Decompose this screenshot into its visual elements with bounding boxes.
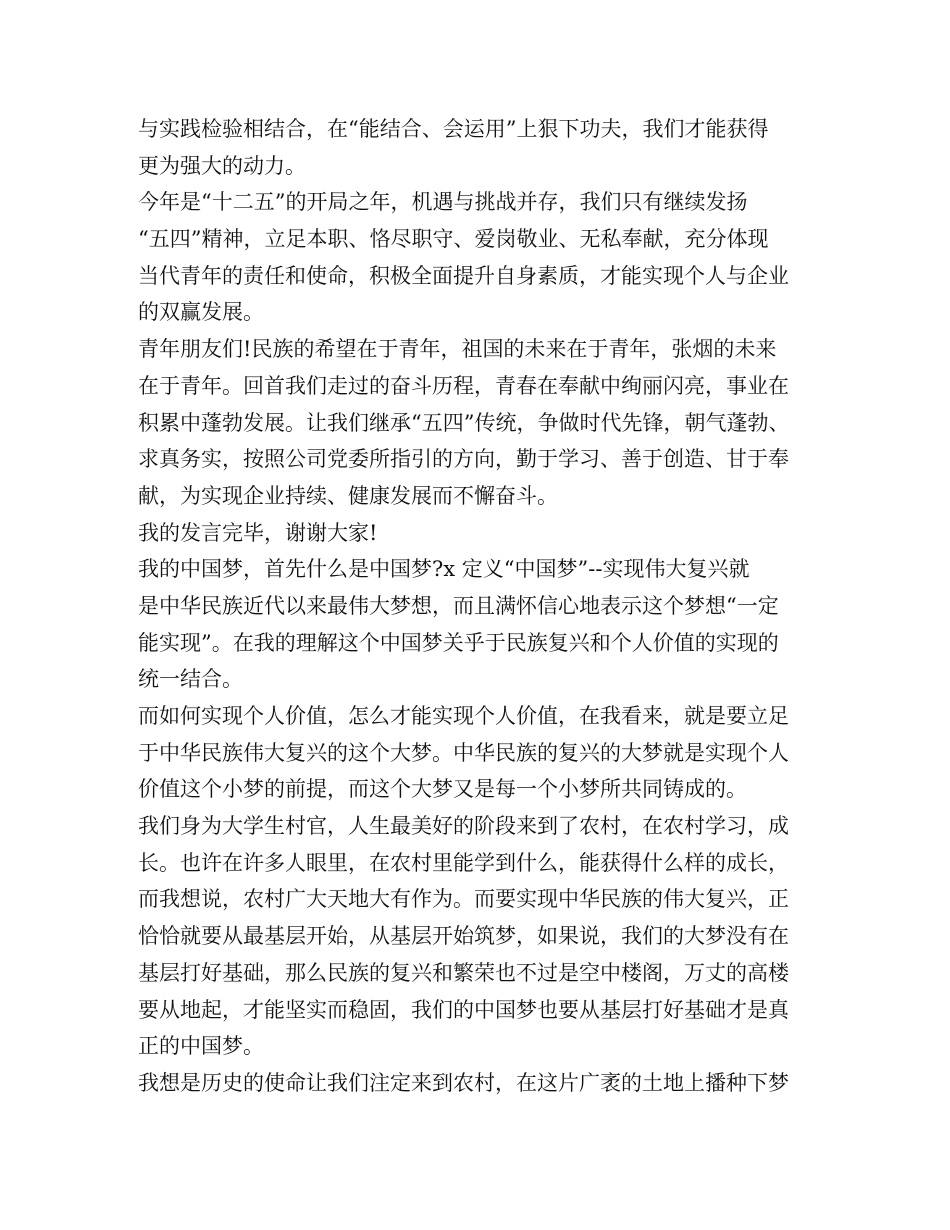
- text-line: 当代青年的责任和使命，积极全面提升自身素质，才能实现个人与企业: [138, 263, 789, 288]
- text-line: 基层打好基础，那么民族的复兴和繁荣也不过是空中楼阁，万丈的高楼: [138, 960, 789, 985]
- text-line: 的双赢发展。: [138, 300, 264, 325]
- text-line: 统一结合。: [138, 667, 243, 692]
- text-line: 恰恰就要从最基层开始，从基层开始筑梦，如果说，我们的大梦没有在: [138, 924, 789, 949]
- text-line: 而我想说，农村广大天地大有作为。而要实现中华民族的伟大复兴，正: [138, 887, 789, 912]
- text-line: 于中华民族伟大复兴的这个大梦。中华民族的复兴的大梦就是实现个人: [138, 740, 789, 765]
- text-line: 积累中蓬勃发展。让我们继承“五四”传统，争做时代先锋，朝气蓬勃、: [138, 410, 790, 435]
- text-line: 我的发言完毕，谢谢大家!: [138, 520, 378, 545]
- text-line: 正的中国梦。: [138, 1034, 264, 1059]
- text-line: 献，为实现企业持续、健康发展而不懈奋斗。: [138, 483, 558, 508]
- text-line: 而如何实现个人价值，怎么才能实现个人价值，在我看来，就是要立足: [138, 704, 789, 728]
- text-line: 能实现”。在我的理解这个中国梦关乎于民族复兴和个人价值的实现的: [138, 630, 779, 655]
- text-line: 与实践检验相结合，在“能结合、会运用”上狠下功夫，我们才能获得: [138, 117, 769, 141]
- text-line: 要从地起，才能坚实而稳固，我们的中国梦也要从基层打好基础才是真: [138, 997, 789, 1022]
- text-line: 更为强大的动力。: [138, 153, 306, 178]
- text-line: 求真务实，按照公司党委所指引的方向，勤于学习、善于创造、甘于奉: [138, 447, 789, 472]
- text-line: 青年朋友们!民族的希望在于青年，祖国的未来在于青年，张烟的未来: [138, 337, 777, 362]
- text-line: 我的中国梦，首先什么是中国梦?x 定义“中国梦”--实现伟大复兴就: [138, 557, 750, 582]
- text-line: 长。也许在许多人眼里，在农村里能学到什么，能获得什么样的成长，: [138, 850, 789, 875]
- text-line: 价值这个小梦的前提，而这个大梦又是每一个小梦所共同铸成的。: [138, 777, 747, 802]
- text-line: 是中华民族近代以来最伟大梦想，而且满怀信心地表示这个梦想“一定: [138, 593, 779, 618]
- text-line: 在于青年。回首我们走过的奋斗历程，青春在奉献中绚丽闪亮，事业在: [138, 373, 789, 398]
- document-body: [138, 111, 818, 1102]
- text-line: 我们身为大学生村官，人生最美好的阶段来到了农村，在农村学习，成: [138, 814, 789, 839]
- text-line: “五四”精神，立足本职、恪尽职守、爱岗敬业、无私奉献，充分体现: [138, 227, 769, 252]
- text-line: 今年是“十二五”的开局之年，机遇与挑战并存，我们只有继续发扬: [138, 190, 748, 215]
- text-line: 我想是历史的使命让我们注定来到农村，在这片广袤的土地上播种下梦: [138, 1070, 789, 1095]
